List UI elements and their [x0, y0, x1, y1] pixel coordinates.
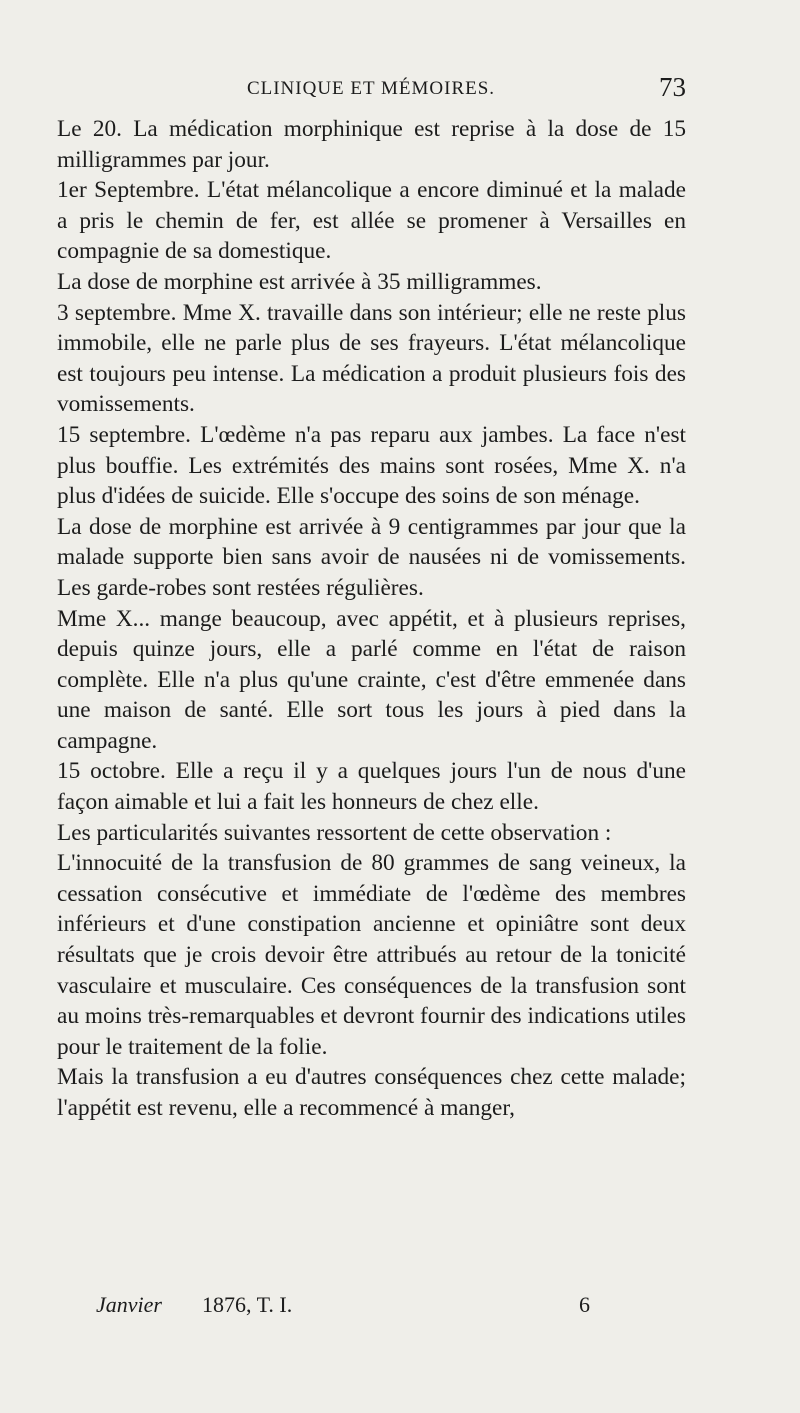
paragraph-8: 15 octobre. Elle a reçu il y a quelques jours l'un de nous d'une façon aimable et lui a fait les honneurs de chez elle.	[57, 758, 686, 816]
signature-volume: 1876, T. I.	[202, 1292, 293, 1317]
signature-mark: 6	[579, 1292, 590, 1317]
paragraph-3: La dose de morphine est arrivée à 35 milligrammes.	[57, 268, 542, 295]
paragraph-7: Mme X... mange beaucoup, avec appétit, et à plusieurs reprises, depuis quinze jours, elle a parlé comme en l'état de raison complète. Elle n'a plus qu'une crainte, c'est d'être emmenée dans une maison de santé. Elle sort tous les jours à pied dans la campagne.	[57, 605, 686, 754]
paragraph-5: 15 septembre. L'œdème n'a pas reparu aux jambes. La face n'est plus bouffie. Les extrémités des mains sont rosées, Mme X. n'a plus d'idées de suicide. Elle s'occupe des soins de son ménage.	[57, 421, 686, 510]
paragraph-1: Le 20. La médication morphinique est reprise à la dose de 15 milligrammes par jour.	[57, 116, 686, 173]
paragraph-6: La dose de morphine est arrivée à 9 centigrammes par jour que la malade supporte bien sans avoir de nausées ni de vomissements. Les garde-robes sont restées régulières.	[57, 513, 686, 601]
paragraph-11: Mais la transfusion a eu d'autres conséquences chez cette malade; l'appétit est revenu, elle a recommencé à manger,	[57, 1064, 686, 1121]
paragraph-4: 3 septembre. Mme X. travaille dans son intérieur; elle ne reste plus immobile, elle ne parle plus de ses frayeurs. L'état mélancolique est toujours peu intense. La médication a produit plusieurs fois des vomissements.	[57, 299, 686, 418]
paragraph-2: 1er Septembre. L'état mélancolique a encore diminué et la malade a pris le chemin de fer, est allée se promener à Versailles en compagnie de sa domestique.	[57, 177, 686, 265]
page-number: 73	[659, 72, 686, 102]
body-text	[57, 114, 686, 1124]
paragraph-10: L'innocuité de la transfusion de 80 grammes de sang veineux, la cessation consécutive et immédiate de l'œdème des membres inférieurs et d'une constipation ancienne et opiniâtre sont deux résultats que je crois devoir être attribués au retour de la tonicité vasculaire et musculaire. Ces conséquences de la transfusion sont au moins très-remarquables et devront fournir des indications utiles pour le traitement de la folie.	[57, 850, 686, 1060]
running-head	[56, 72, 686, 108]
running-title: CLINIQUE ET MÉMOIRES.	[246, 78, 496, 99]
signature-line	[96, 1292, 616, 1324]
paragraph-9: Les particularités suivantes ressortent de cette observation :	[57, 819, 612, 846]
signature-date: Janvier	[96, 1292, 162, 1317]
